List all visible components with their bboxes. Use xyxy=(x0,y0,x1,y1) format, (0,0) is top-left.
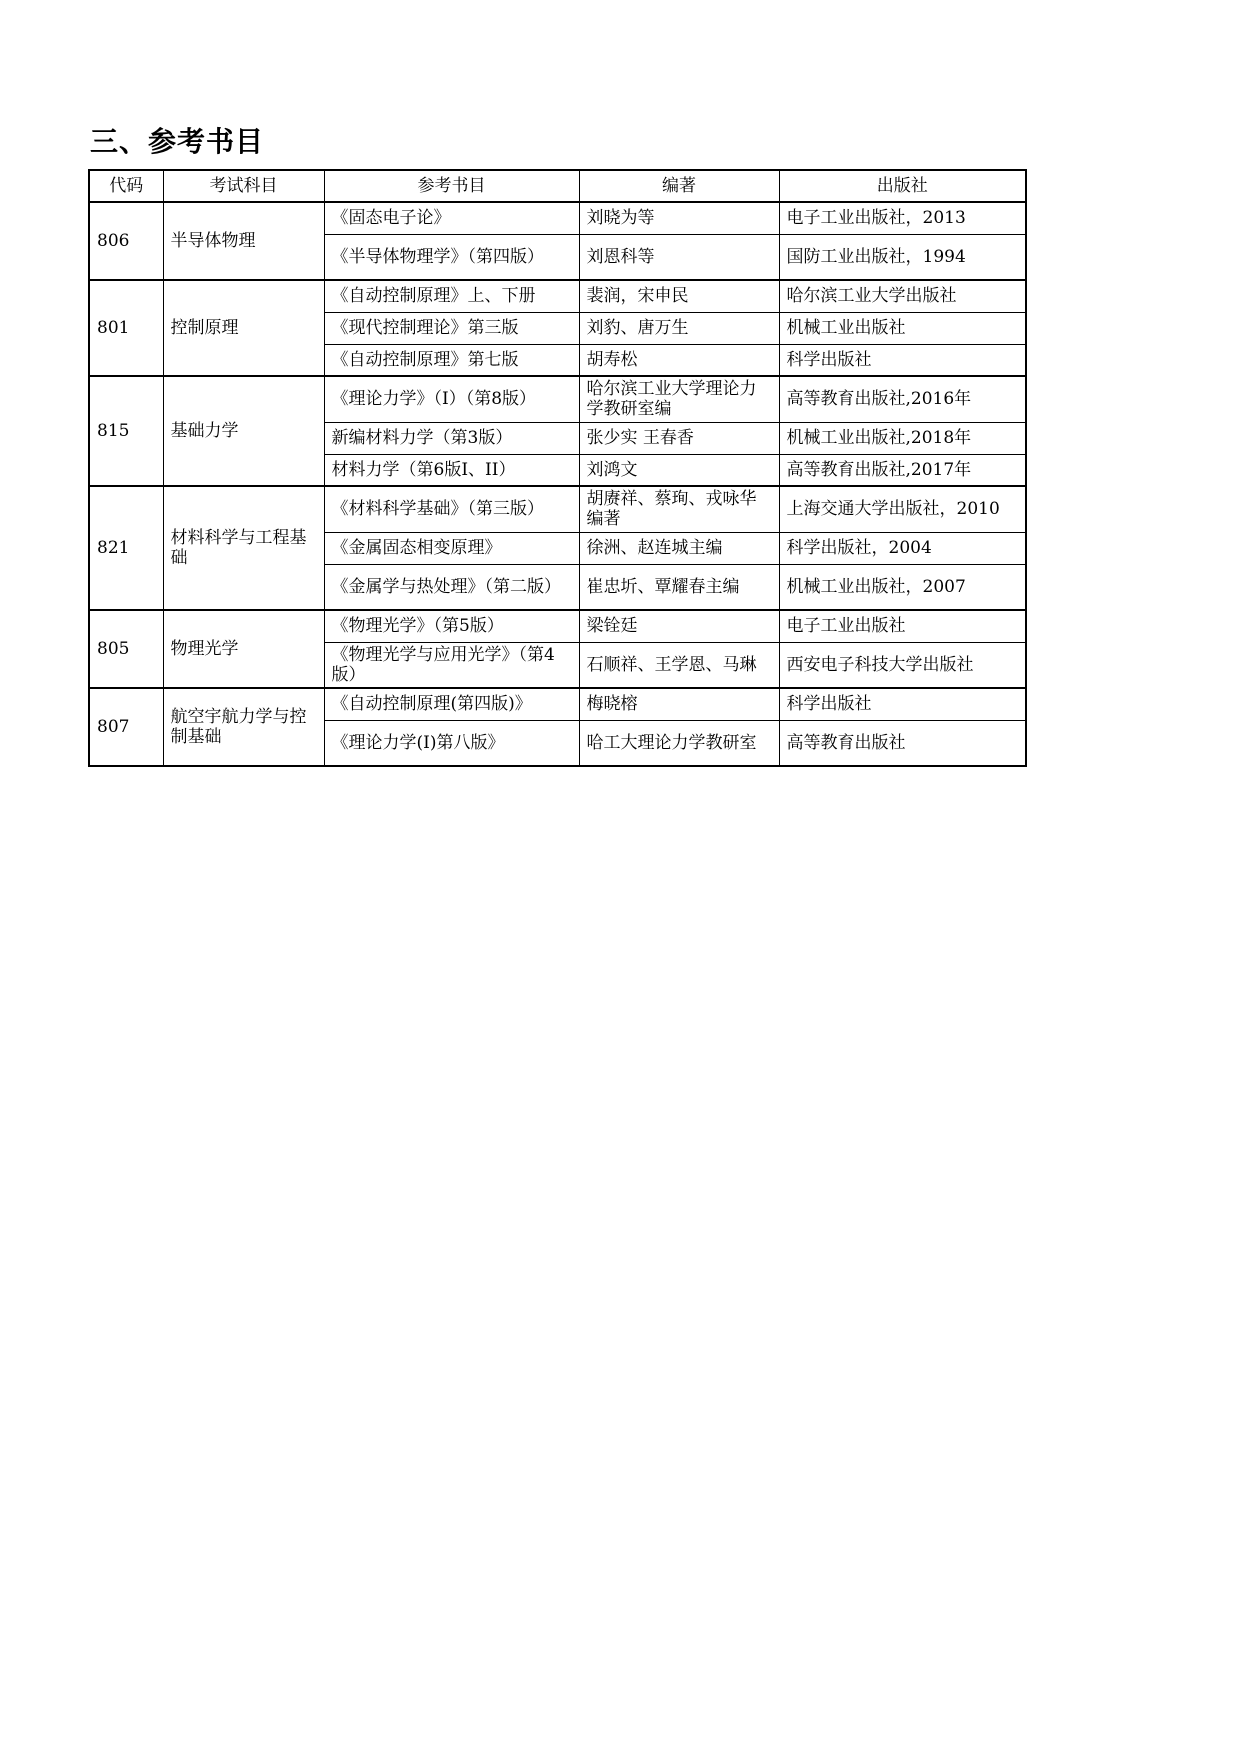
exam-code: 815 xyxy=(89,376,163,486)
book-title: 《自动控制原理(第四版)》 xyxy=(324,688,579,720)
book-publisher: 高等教育出版社,2017年 xyxy=(779,454,1026,486)
exam-subject: 基础力学 xyxy=(163,376,324,486)
table-row xyxy=(89,486,1026,532)
book-publisher: 电子工业出版社 xyxy=(779,610,1026,642)
page-title: 三、参考书目 xyxy=(90,125,265,158)
book-title: 《自动控制原理》第七版 xyxy=(324,344,579,376)
book-author: 徐洲、赵连城主编 xyxy=(579,532,779,564)
book-author: 哈工大理论力学教研室 xyxy=(579,720,779,766)
book-title: 《理论力学》（I）（第8版） xyxy=(324,376,579,422)
book-publisher: 上海交通大学出版社，2010 xyxy=(779,486,1026,532)
book-publisher: 机械工业出版社,2018年 xyxy=(779,422,1026,454)
table-header-row xyxy=(89,170,1026,202)
book-publisher: 高等教育出版社 xyxy=(779,720,1026,766)
table-row xyxy=(89,376,1026,422)
header-book: 参考书目 xyxy=(324,170,579,202)
book-publisher: 科学出版社 xyxy=(779,688,1026,720)
table-row xyxy=(89,688,1026,720)
book-title: 《半导体物理学》（第四版） xyxy=(324,234,579,280)
book-publisher: 机械工业出版社 xyxy=(779,312,1026,344)
book-author: 崔忠圻、覃耀春主编 xyxy=(579,564,779,610)
exam-subject: 半导体物理 xyxy=(163,202,324,280)
exam-subject: 物理光学 xyxy=(163,610,324,688)
book-title: 《现代控制理论》第三版 xyxy=(324,312,579,344)
exam-subject: 控制原理 xyxy=(163,280,324,376)
exam-code: 806 xyxy=(89,202,163,280)
book-title: 《固态电子论》 xyxy=(324,202,579,234)
exam-code: 805 xyxy=(89,610,163,688)
book-publisher: 国防工业出版社，1994 xyxy=(779,234,1026,280)
header-author: 编著 xyxy=(579,170,779,202)
book-author: 梁铨廷 xyxy=(579,610,779,642)
exam-subject: 材料科学与工程基础 xyxy=(163,486,324,610)
book-title: 新编材料力学（第3版） xyxy=(324,422,579,454)
book-publisher: 机械工业出版社，2007 xyxy=(779,564,1026,610)
exam-code: 821 xyxy=(89,486,163,610)
table-row xyxy=(89,202,1026,234)
exam-subject: 航空宇航力学与控制基础 xyxy=(163,688,324,766)
book-author: 刘晓为等 xyxy=(579,202,779,234)
book-author: 梅晓榕 xyxy=(579,688,779,720)
book-author: 哈尔滨工业大学理论力学教研室编 xyxy=(579,376,779,422)
header-code: 代码 xyxy=(89,170,163,202)
book-publisher: 电子工业出版社，2013 xyxy=(779,202,1026,234)
book-author: 刘恩科等 xyxy=(579,234,779,280)
table-row xyxy=(89,280,1026,312)
book-title: 《物理光学》（第5版） xyxy=(324,610,579,642)
book-title: 材料力学（第6版I、II） xyxy=(324,454,579,486)
book-title: 《材料科学基础》（第三版） xyxy=(324,486,579,532)
book-title: 《金属学与热处理》（第二版） xyxy=(324,564,579,610)
exam-code: 807 xyxy=(89,688,163,766)
book-title: 《物理光学与应用光学》（第4版） xyxy=(324,642,579,688)
book-author: 裴润，宋申民 xyxy=(579,280,779,312)
book-title: 《理论力学(Ⅰ)第八版》 xyxy=(324,720,579,766)
book-author: 胡赓祥、蔡珣、戎咏华编著 xyxy=(579,486,779,532)
header-subject: 考试科目 xyxy=(163,170,324,202)
book-publisher: 科学出版社，2004 xyxy=(779,532,1026,564)
book-author: 张少实 王春香 xyxy=(579,422,779,454)
book-title: 《自动控制原理》上、下册 xyxy=(324,280,579,312)
book-publisher: 哈尔滨工业大学出版社 xyxy=(779,280,1026,312)
header-publisher: 出版社 xyxy=(779,170,1026,202)
book-author: 刘豹、唐万生 xyxy=(579,312,779,344)
book-author: 刘鸿文 xyxy=(579,454,779,486)
exam-code: 801 xyxy=(89,280,163,376)
book-title: 《金属固态相变原理》 xyxy=(324,532,579,564)
table-row xyxy=(89,610,1026,642)
book-publisher: 高等教育出版社,2016年 xyxy=(779,376,1026,422)
book-publisher: 西安电子科技大学出版社 xyxy=(779,642,1026,688)
book-author: 胡寿松 xyxy=(579,344,779,376)
book-publisher: 科学出版社 xyxy=(779,344,1026,376)
book-author: 石顺祥、王学恩、马琳 xyxy=(579,642,779,688)
reference-books-table xyxy=(88,169,1027,767)
